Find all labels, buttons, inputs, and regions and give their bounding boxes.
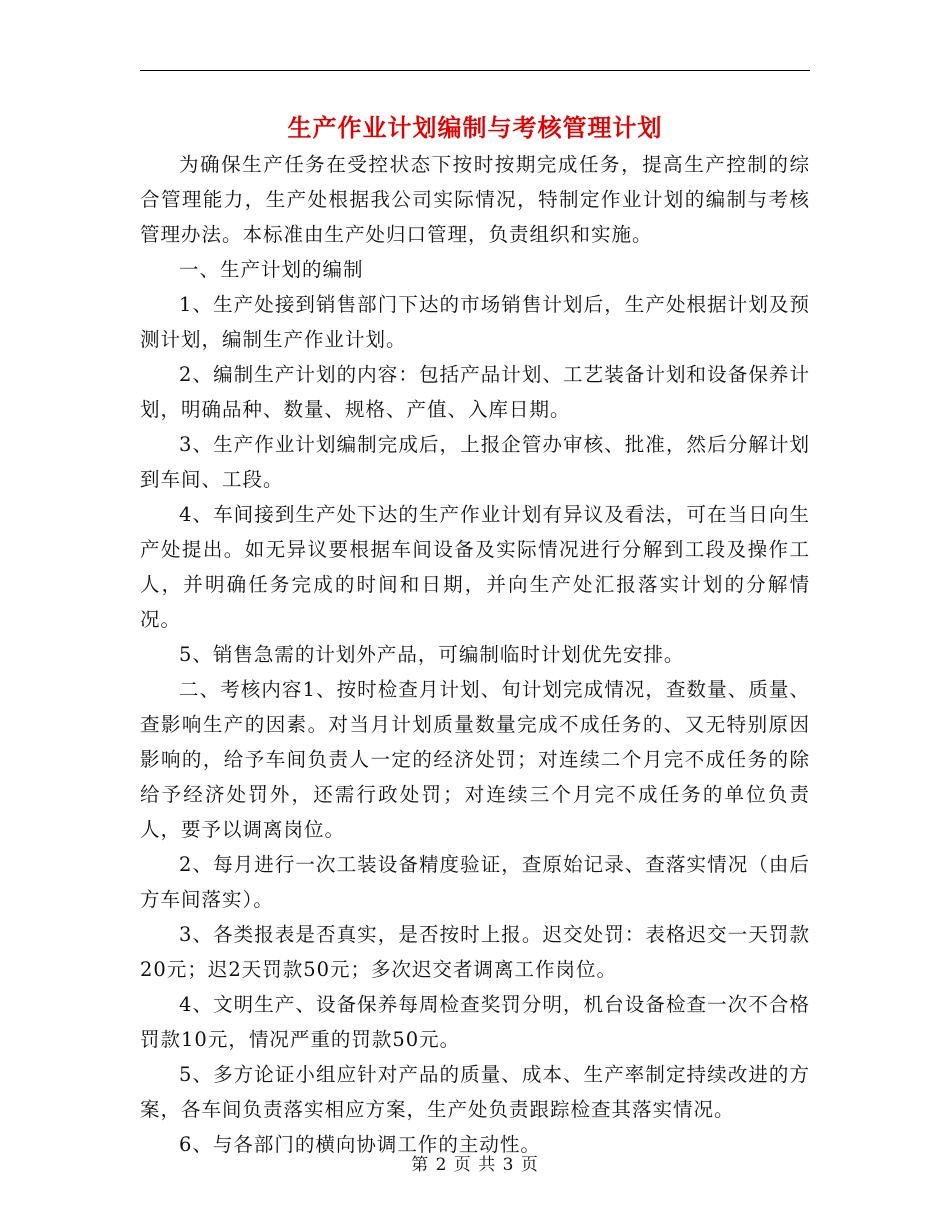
paragraph-assessment-item-5: 5、多方论证小组应针对产品的质量、成本、生产率制定持续改进的方案，各车间负责落实相应方案，生产处负责跟踪检查其落实情况。 bbox=[140, 1063, 810, 1121]
document-title: 生产作业计划编制与考核管理计划 bbox=[287, 113, 663, 142]
paragraph-assessment-item-4: 4、文明生产、设备保养每周检查奖罚分明，机台设备检查一次不合格罚款10元，情况严重的罚款50元。 bbox=[140, 993, 810, 1051]
paragraph-plan-item-3: 3、生产作业计划编制完成后，上报企管办审核、批准，然后分解计划到车间、工段。 bbox=[140, 433, 810, 491]
paragraph-plan-item-2: 2、编制生产计划的内容：包括产品计划、工艺装备计划和设备保养计划，明确品种、数量、规格、产值、入库日期。 bbox=[140, 363, 810, 421]
paragraph-assessment-item-1: 二、考核内容1、按时检查月计划、旬计划完成情况，查数量、质量、查影响生产的因素。对当月计划质量数量完成不成任务的、又无特别原因影响的，给予车间负责人一定的经济处罚；对连续二个月完不成任务的除给予经济处罚外，还需行政处罚；对连续三个月完不成任务的单位负责人，要予以调离岗位。 bbox=[140, 678, 810, 841]
paragraph-plan-item-4: 4、车间接到生产处下达的生产作业计划有异议及看法，可在当日向生产处提出。如无异议要根据车间设备及实际情况进行分解到工段及操作工人，并明确任务完成的时间和日期，并向生产处汇报落实计划的分解情况。 bbox=[140, 503, 810, 631]
paragraph-assessment-item-6: 6、与各部门的横向协调工作的主动性。 bbox=[179, 1133, 541, 1156]
header-rule bbox=[140, 70, 810, 71]
paragraph-intro: 为确保生产任务在受控状态下按时按期完成任务，提高生产控制的综合管理能力，生产处根据我公司实际情况，特制定作业计划的编制与考核管理办法。本标准由生产处归口管理，负责组织和实施。 bbox=[140, 153, 810, 246]
document-body bbox=[140, 147, 810, 1162]
paragraph-plan-item-5: 5、销售急需的计划外产品，可编制临时计划优先安排。 bbox=[179, 643, 685, 666]
paragraph-assessment-item-2: 2、每月进行一次工装设备精度验证，查原始记录、查落实情况（由后方车间落实）。 bbox=[140, 853, 810, 911]
section-heading-plan-compilation: 一、生产计划的编制 bbox=[179, 258, 364, 281]
page-number: 第 2 页 共 3 页 bbox=[411, 1155, 539, 1175]
paragraph-plan-item-1: 1、生产处接到销售部门下达的市场销售计划后，生产处根据计划及预测计划，编制生产作业计划。 bbox=[140, 293, 810, 351]
paragraph-assessment-item-3: 3、各类报表是否真实，是否按时上报。迟交处罚：表格迟交一天罚款20元；迟2天罚款50元；多次迟交者调离工作岗位。 bbox=[140, 923, 810, 981]
